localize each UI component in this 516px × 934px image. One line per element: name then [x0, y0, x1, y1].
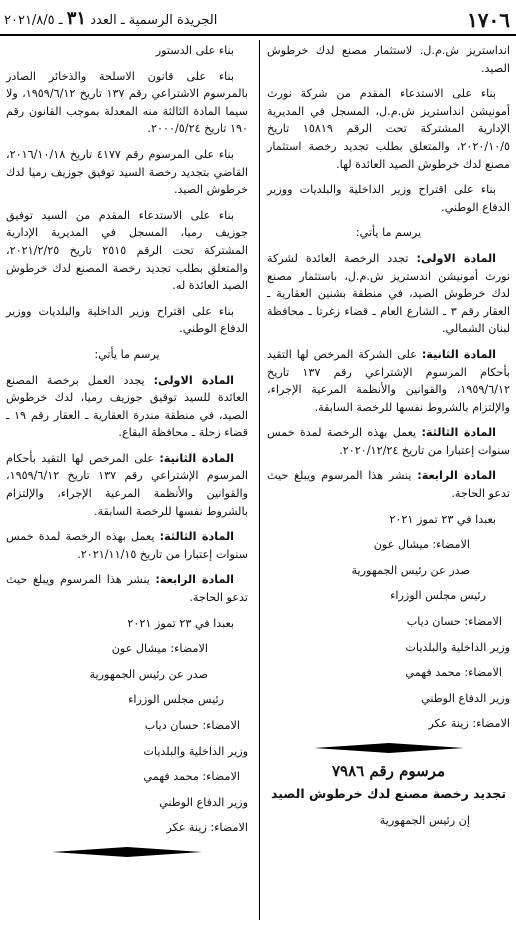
article-text: ينشر هذا المرسوم ويبلغ حيث تدعو الحاجة.	[267, 469, 510, 501]
interior-minister-signature: الامضاء: محمد فهمي	[143, 770, 240, 784]
article-label: المادة الثالثة:	[421, 426, 496, 440]
defense-minister-title: وزير الدفاع الوطني	[159, 795, 248, 809]
issued-by: صدر عن رئيس الجمهورية	[89, 667, 208, 681]
article-1	[6, 372, 248, 442]
pm-signature: الامضاء: حسان دياب	[406, 615, 502, 629]
issued-by: صدر عن رئيس الجمهورية	[351, 563, 470, 577]
paragraph: بناء على الدستور	[155, 44, 234, 57]
gazette-title	[4, 8, 217, 29]
column-divider	[259, 40, 260, 920]
left-column	[6, 42, 248, 865]
article-text: على الشركة المرخص لها التقيد بأحكام المرسوم الإشتراعي رقم ١٣٧ تاريخ ١٩٥٩/٦/١٢، والقوانين والأنظمة المرعية الإجراء، والإلتزام بالشروط نفسها للرخصة السابقة.	[267, 347, 510, 414]
article-label: المادة الرابعة:	[417, 469, 496, 483]
paragraph: بناء على اقتراح وزير الداخلية والبلديات ووزير الدفاع الوطني.	[267, 183, 510, 214]
defense-minister-signature: الامضاء: زينة عكر	[166, 821, 248, 835]
article-text: يجدد العمل برخصة المصنع العائدة للسيد توفيق جوزيف رميا، لدك خرطوش الصيد، في منطقة مندرة العقارية ـ العقار رقم ١٩ ـ قضاء زحلة ـ محافظة البقاع.	[6, 373, 248, 440]
article-4	[267, 467, 510, 502]
article-3	[267, 424, 510, 459]
issue-number: ٣١	[66, 8, 87, 29]
article-2	[6, 450, 248, 520]
article-text: ينشر هذا المرسوم ويبلغ حيث تدعو الحاجة.	[6, 573, 248, 605]
gazette-prefix: الجريدة الرسمية ـ العدد	[90, 13, 218, 28]
decree-subject: تجديد رخصة مصنع لدك خرطوش الصيد	[270, 785, 507, 801]
article-label: المادة الثالثة:	[159, 530, 234, 544]
signing-date: بعبدا في ٢٣ تموز ٢٠٢١	[389, 512, 496, 526]
article-label: المادة الرابعة:	[155, 573, 234, 587]
article-2	[267, 346, 510, 416]
page-number: ١٧٠٦	[467, 8, 510, 32]
decree-number-heading: مرسوم رقم ٧٩٨٦	[332, 762, 445, 780]
section-separator	[6, 845, 248, 859]
article-1	[267, 250, 510, 338]
pm-title: رئيس مجلس الوزراء	[390, 589, 486, 603]
decrees-heading: يرسم ما يأتي:	[355, 226, 422, 240]
issue-date: ـ ٢٠٢١/٨/٥	[4, 13, 63, 28]
article-label: المادة الاولى:	[153, 373, 234, 387]
paragraph: بناء على قانون الاسلحة والذخائر الصادر بالمرسوم الاشتراعي رقم ١٣٧ تاريخ ١٩٥٩/٦/١٢، ولا سيما المادة الثالثة منه المعدلة بموجب القانون رقم ١٩٠ تاريخ ٢٠٠٠/٥/٢٤.	[6, 69, 248, 136]
defense-minister-signature: الامضاء: زينة عكر	[428, 717, 510, 731]
paragraph: بناء على الاستدعاء المقدم من شركة نورث أمونيشن انداستريز ش.م.ل، المسجل في المديرية الإدارية المشتركة تحت الرقم ١٥٨١٩ تاريخ ٢٠٢٠/١٠/٥، والمتعلق بطلب تجديد رخصة استثمار مصنع لدك خرطوش الصيد العائدة لها.	[267, 87, 510, 171]
article-text: تجدد الرخصة العائدة لشركة نورث أمونيشن اندستريز ش.م.ل، باستثمار مصنع لدك خرطوش الصيد، في منطقة بشنين العقارية ـ العقار رقم ٣ ـ الشارع العام ـ قضاء زغرتا ـ محافظة لبنان الشمالي.	[267, 251, 510, 336]
article-text: يعمل بهذه الرخصة لمدة خمس سنوات إعتبارا من تاريخ ٢٠٢١/١١/١٥.	[6, 530, 248, 561]
paragraph: بناء على المرسوم رقم ٤١٧٧ تاريخ ٢٠١٦/١٠/١٨، القاضي بتجديد رخصة السيد توفيق جوزيف رميا لدك خرطوش الصيد.	[6, 147, 248, 197]
interior-minister-signature: الامضاء: محمد فهمي	[405, 666, 502, 680]
section-separator	[267, 741, 510, 755]
president-signature: الامضاء: ميشال عون	[111, 642, 208, 656]
article-text: على المرخص لها التقيد بأحكام المرسوم الإشتراعي رقم ١٣٧ تاريخ ١٩٥٩/٦/١٢، والقوانين والأنظمة المرعية الإجراء، والإلتزام بالشروط نفسها للرخصة السابقة.	[6, 451, 249, 518]
article-label: المادة الثانية:	[159, 451, 234, 465]
header-rule	[0, 34, 516, 36]
page-header	[0, 0, 516, 38]
signing-date: بعبدا في ٢٣ تموز ٢٠٢١	[127, 616, 234, 630]
article-label: المادة الثانية:	[421, 347, 496, 361]
article-4	[6, 571, 248, 606]
president-signature: الامضاء: ميشال عون	[373, 538, 470, 552]
article-3	[6, 528, 248, 563]
defense-minister-title: وزير الدفاع الوطني	[421, 691, 510, 705]
article-text: يعمل بهذه الرخصة لمدة خمس سنوات إعتبارا من تاريخ ٢٠٢٠/١٢/٢٤.	[267, 426, 510, 457]
paragraph: بناء على الاستدعاء المقدم من السيد توفيق جوزيف رميا، المسجل في المديرية الإدارية المشتركة تحت الرقم ٢٥١٥ تاريخ ٢٠٢١/٢/٢٥، والمتعلق بطلب تجديد رخصة المصنع لدك خرطوش الصيد العائدة له.	[6, 208, 249, 293]
article-label: المادة الاولى:	[416, 251, 496, 265]
pm-signature: الامضاء: حسان دياب	[144, 719, 240, 732]
paragraph: بناء على اقتراح وزير الداخلية والبلديات ووزير الدفاع الوطني.	[6, 304, 248, 336]
interior-minister-title: وزير الداخلية والبلديات	[405, 640, 510, 654]
right-column	[267, 42, 510, 838]
pm-title: رئيس مجلس الوزراء	[128, 693, 224, 707]
decrees-heading: يرسم ما يأتي:	[94, 347, 160, 361]
interior-minister-title: وزير الداخلية والبلديات	[143, 744, 248, 758]
paragraph: انداستريز ش.م.ل. لاستثمار مصنع لدك خرطوش الصيد.	[267, 44, 510, 75]
decree-opening: إن رئيس الجمهورية	[379, 814, 470, 828]
